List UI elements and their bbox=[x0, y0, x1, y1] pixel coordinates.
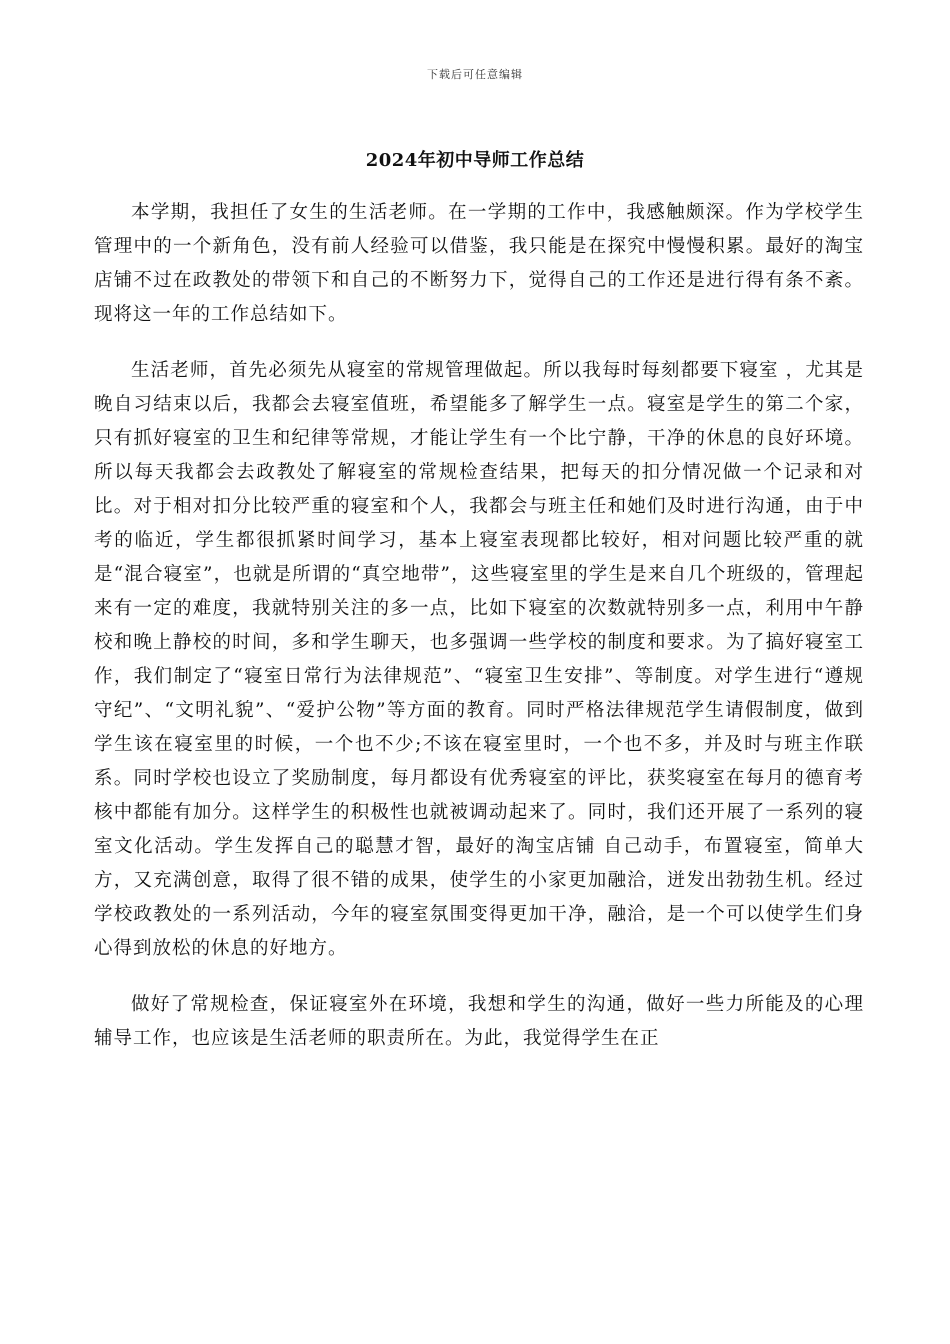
paragraph-dorm-management: 生活老师，首先必须先从寝室的常规管理做起。所以我每时每刻都要下寝室 ，尤其是晚自习结束以后，我都会去寝室值班，希望能多了解学生一点。寝室是学生的第二个家，只有抓好寝室的卫生和纪律等常规，才能让学生有一个比宁静，干净的休息的良好环境。所以每天我都会去政教处了解寝室的常规检查结果，把每天的扣分情况做一个记录和对比。对于相对扣分比较严重的寝室和个人，我都会与班主任和她们及时进行沟通，由于中考的临近，学生都很抓紧时间学习，基本上寝室表现都比较好，相对问题比较严重的就是“混合寝室”，也就是所谓的“真空地带”，这些寝室里的学生是来自几个班级的，管理起来有一定的难度，我就特别关注的多一点，比如下寝室的次数就特别多一点，利用中午静校和晚上静校的时间，多和学生聊天，也多强调一些学校的制度和要求。为了搞好寝室工作，我们制定了“寝室日常行为法律规范”、“寝室卫生安排”、等制度。对学生进行“遵规守纪”、“文明礼貌”、“爱护公物”等方面的教育。同时严格法律规范学生请假制度，做到学生该在寝室里的时候，一个也不少;不该在寝室里时，一个也不多，并及时与班主作联系。同时学校也设立了奖励制度，每月都设有优秀寝室的评比，获奖寝室在每月的德育考核中都能有加分。这样学生的积极性也就被调动起来了。同时，我们还开展了一系列的寝室文化活动。学生发挥自己的聪慧才智，最好的淘宝店铺 自己动手，布置寝室，简单大方，又充满创意，取得了很不错的成果，使学生的小家更加融洽，迸发出勃勃生机。经过学校政教处的一系列活动，今年的寝室氛围变得更加干净，融洽，是一个可以使学生们身心得到放松的休息的好地方。 bbox=[94, 360, 864, 959]
paragraph-communication: 做好了常规检查，保证寝室外在环境，我想和学生的沟通，做好一些力所能及的心理辅导工作，也应该是生活老师的职责所在。为此，我觉得学生在正 bbox=[94, 994, 864, 1049]
document-body bbox=[94, 196, 864, 1078]
header-note: 下载后可任意编辑 bbox=[427, 68, 523, 81]
paragraph-intro: 本学期，我担任了女生的生活老师。在一学期的工作中，我感触颇深。作为学校学生管理中的一个新角色，没有前人经验可以借鉴，我只能是在探究中慢慢积累。最好的淘宝店铺不过在政教处的带领下和自己的不断努力下，觉得自己的工作还是进行得有条不紊。现将这一年的工作总结如下。 bbox=[94, 202, 864, 325]
document-title: 2024年初中导师工作总结 bbox=[365, 150, 585, 171]
